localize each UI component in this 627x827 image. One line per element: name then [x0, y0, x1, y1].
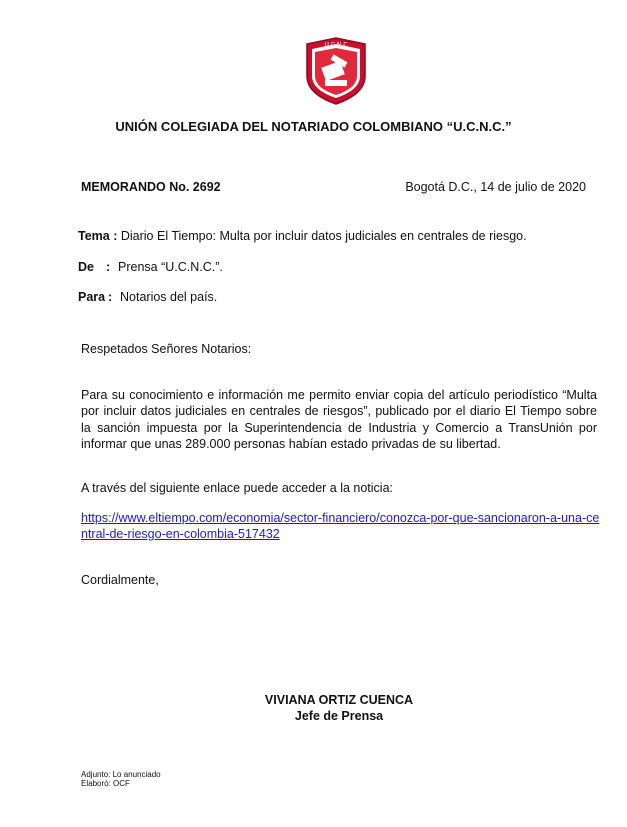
field-para: Para : Notarios del país. — [78, 290, 218, 304]
ucnc-logo — [303, 36, 369, 106]
footer-adjunto: Adjunto: Lo anunciado — [81, 770, 161, 779]
field-de: De : Prensa “U.C.N.C.”. — [78, 260, 223, 274]
body-paragraph: Para su conocimiento e información me permito enviar copia del artículo periodístico “Multa por incluir datos judiciales en centrales de riesgos”, publicado por el diario El Tiempo sobre la sanción impuesta por la Superintendencia de Industria y Comercio a TransUnión por informar que unas 289.000 personas habían estado privadas de su libertad. — [81, 388, 597, 452]
news-link[interactable]: https://www.eltiempo.com/economia/sector-financiero/conozca-por-que-sancionaron-a-una-central-de-riesgo-en-colombia-517432 — [81, 511, 600, 541]
de-value: Prensa “U.C.N.C.”. — [118, 260, 223, 274]
field-tema: Tema : Diario El Tiempo: Multa por incluir datos judiciales en centrales de riesgo. — [78, 229, 527, 243]
signature-name: VIVIANA ORTIZ CUENCA — [264, 693, 414, 707]
para-label: Para — [78, 290, 106, 304]
organization-title: UNIÓN COLEGIADA DEL NOTARIADO COLOMBIANO “U.C.N.C.” — [115, 119, 512, 134]
closing: Cordialmente, — [81, 573, 159, 587]
tema-value: Diario El Tiempo: Multa por incluir datos judiciales en centrales de riesgo. — [120, 229, 527, 243]
memo-number: MEMORANDO No. 2692 — [81, 180, 221, 194]
ucnc-shield-icon — [303, 36, 369, 106]
para-value: Notarios del país. — [120, 290, 218, 304]
signature-role: Jefe de Prensa — [294, 709, 384, 723]
tema-label: Tema — [78, 229, 110, 243]
de-label: De — [78, 260, 94, 274]
salutation: Respetados Señores Notarios: — [81, 342, 252, 356]
memo-date: Bogotá D.C., 14 de julio de 2020 — [405, 180, 586, 194]
link-intro: A través del siguiente enlace puede acceder a la noticia: — [81, 481, 394, 495]
footer-elaboro: Elaboró: OCF — [81, 779, 130, 788]
logo-text: U.C.N.C — [324, 41, 348, 49]
